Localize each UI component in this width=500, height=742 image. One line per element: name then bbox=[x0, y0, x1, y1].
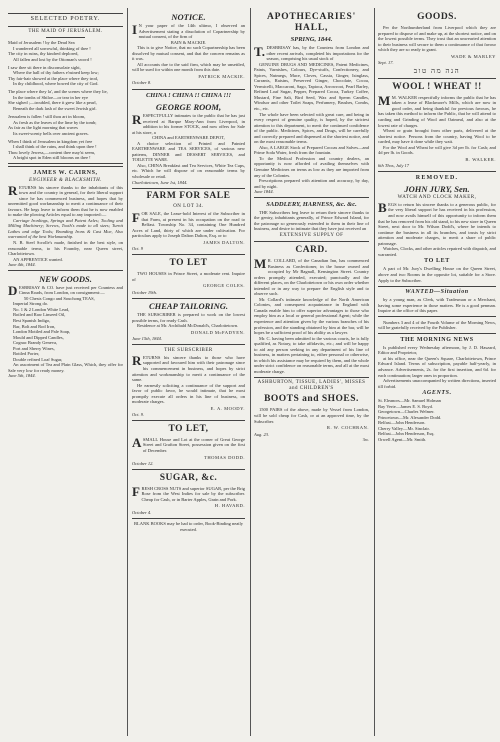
boots-heading: BOOTS and SHOES. bbox=[264, 394, 359, 405]
boots-body: 1500 PAIRS of the above, made by Vessel from London, will be sold cheap for Cash, or at an approved time, by the Subscriber. bbox=[254, 407, 369, 424]
china-body: ESPECTFULLY intimates to the public that he has just received at Barque Mary-Ann from Liverpool, in addition to his former STOCK, and now offers for Sale at his store, a bbox=[132, 113, 245, 135]
rule bbox=[378, 78, 496, 79]
list-item: Best Spanish Indigo, bbox=[13, 318, 51, 324]
wool-date: 6th Thos, July 17 bbox=[378, 163, 409, 169]
subscriber-date: Oct. 9. bbox=[132, 412, 145, 418]
removed-heading: REMOVED. bbox=[415, 174, 459, 181]
china-heading: CHINA ! CHINA !! CHINA !!! bbox=[145, 92, 232, 100]
agent-item: Cherry Valley—Mr. Sinclair. bbox=[378, 425, 430, 431]
column-divider bbox=[250, 8, 251, 736]
drop-cap: F bbox=[132, 209, 140, 225]
drop-cap: I bbox=[132, 21, 138, 37]
rule bbox=[378, 333, 496, 334]
goods-body: Per the Northumberland from Liverpool which they are prepared to dispose of and make up, at the shortest notice, and on the lowest possible terms. They trust that an unwearied attention to their business will secure to them a continuance of that favour which they are so ready to grant. bbox=[378, 25, 496, 53]
poem-line: I shall think of the ruins, and think upon thee ! bbox=[13, 144, 97, 150]
list-item: Bar, Bolt and Rod Iron, bbox=[13, 323, 56, 329]
boots-date: Aug. 23. bbox=[254, 431, 270, 437]
farm-heading: FARM FOR SALE bbox=[146, 191, 231, 202]
drop-cap: T. bbox=[254, 43, 265, 59]
rule bbox=[378, 286, 496, 287]
poem-line: The place where they la', and the scenes where they lie, bbox=[8, 89, 108, 95]
subscriber-body: He earnestly soliciting a continuance of the support and favor of public favor, he would intimate, that he most promptly execute all orders in his line of business, on moderate charges. bbox=[132, 382, 245, 405]
advert-body: ESBRISAY & CO. have just received per Countess and Cinna Roads, from London, on consignment:— bbox=[18, 284, 123, 296]
tailoring-date: June 15th, 1844. bbox=[132, 336, 162, 342]
poem-line: Maid of Jerusalem ! by the Dead Sea bbox=[8, 40, 75, 45]
drop-cap: B bbox=[378, 200, 387, 216]
wanted-note: Numbers 3 and 4 of the Fourth Volume of the Morning News, will be gratefully received by the Publisher. bbox=[378, 319, 496, 331]
wool-signature: B. WALKER. bbox=[465, 156, 496, 162]
to-let-heading: TO LET bbox=[169, 257, 208, 268]
subscriber-heading: THE SUBSCRIBER bbox=[164, 347, 213, 353]
advert-subtitle: ENGINEER & BLACKSMITH. bbox=[28, 177, 103, 183]
poem-line: I saw thee sit there in disconsolate sight, bbox=[8, 64, 81, 70]
wool-body: Wheat or grain brought from other parts, delivered at the shortest notice. Persons from the country, having Wool to be carded, may have it done while they wait. bbox=[378, 128, 496, 145]
rule bbox=[132, 518, 245, 519]
boots-signature: R. W. COCHRAN. bbox=[326, 425, 369, 431]
china-caps: CHINA and EARTHENWARE DEPOT, bbox=[152, 135, 225, 141]
advert-date: June 5th, 1844. bbox=[8, 373, 36, 379]
poem-line: In thy childhood, where bowed the city of God. bbox=[13, 81, 99, 87]
subscriber-signature: E. A. MOODY. bbox=[210, 405, 245, 411]
tailoring-heading: CHEAP TAILORING. bbox=[148, 301, 229, 312]
list-item: Boiled and Raw Linseed Oil, bbox=[13, 312, 66, 318]
poem-line: The city in ruins, thy kindred deplored, bbox=[8, 51, 79, 57]
poem-line: Thou lovely Jewess,—content thee may'st seem, bbox=[8, 149, 96, 155]
to-let-body: SMALL House and Lot at the corner of Great George Street and Grafton Street, possession given on the first of December. bbox=[142, 436, 245, 453]
notice-heading: NOTICE. bbox=[171, 12, 206, 22]
saddlery-caps: EXTENSIVE SUPPLY OF bbox=[279, 232, 344, 238]
poem-line: Its sweet-scenty bells over ancient graves. bbox=[13, 130, 89, 136]
to-let-signature: THOMAS DODD. bbox=[204, 454, 245, 460]
tailoring-note: Residence at Mr. Archibald McDonald's, Charlottetown. bbox=[137, 323, 239, 329]
farm-subheading: ON LOT 34. bbox=[173, 204, 204, 210]
apothecaries-caps: GENUINE DRUGS AND MEDICINES, Patent Medicines, Paints, Varnishes, Colours, Dye-stuffs, Confectionery, and Spices, Nutmegs, Mace, Cloves, Cassia, Ginger, Isinglass, Currants, Raisins, Preserved Ginger, Chocolate, Cocoa, Vermicelli, Maccaroni, Sago, Tapioca, Arrowroot, Pearl Barley, Refined Loaf Sugar, Pepper, Prepared Cocoa, Turkey Coffee, Mustard, Fine Salt, Bird Seed, Wax and Sperm Candles, Windsor and other Toilet Soaps, Perfumery, Brushes, Combs, etc., etc. bbox=[254, 61, 369, 112]
advert-note: N. B. Steel Scrolle's made, finished in the best style, on reasonable terms, to his Foundry, near Queen street, Charlottetown. bbox=[8, 240, 123, 257]
jury-heading: JOHN JURY, Sen. bbox=[404, 183, 470, 194]
morning-news-body: at his office, near the Queen's Square, Charlottetown, Prince Edward Island. Terms of subscription, payable half-yearly, in advance. Advertisements, 2s. for the first insertion, and 6d. for each continuation; larger ones in proportion. bbox=[378, 355, 496, 378]
drop-cap: R bbox=[132, 353, 142, 369]
rule bbox=[254, 197, 369, 198]
rule bbox=[132, 89, 245, 90]
poem-line: I wandered all sorrowful, thinking of thee ! bbox=[13, 45, 91, 51]
poem-line: Where the hall of thy fathers e'ruined keep low; bbox=[13, 70, 99, 76]
drop-cap: M bbox=[378, 93, 391, 109]
apothecaries-subheading: SPRING, 1844. bbox=[290, 36, 333, 43]
to-let-date: October 19th. bbox=[132, 289, 157, 295]
column-divider bbox=[374, 8, 375, 736]
rule bbox=[8, 26, 123, 27]
goods-heading: GOODS. bbox=[417, 12, 457, 22]
rule bbox=[8, 13, 123, 14]
advert-footer: An assortment of Tea and Plain Glass, Which, they offer for Sale very low for ready money. bbox=[8, 362, 123, 373]
jury-body: Watches, Clocks, and other articles repaired with dispatch, and warranted. bbox=[378, 246, 496, 257]
rule bbox=[132, 188, 245, 189]
section-heading: SELECTED POETRY. bbox=[30, 16, 101, 22]
notice-body: This is to give Notice, that no such Copartnership has been dissolved by mutual consent, and that the concern remains as it was. bbox=[132, 45, 245, 62]
tailoring-body: THE SUBSCRIBER is prepared to work on the lowest possible terms, for ready Cash. bbox=[132, 312, 245, 323]
agents-list bbox=[378, 398, 496, 442]
apothecaries-body: To the Medical Profession and country dealers, an opportunity is now afforded of availing themselves with Genuine Medicines on terms as low as they are imported from any of the Colonies. bbox=[254, 155, 369, 178]
rule bbox=[132, 469, 245, 470]
list-item: Bottled Porter, bbox=[13, 351, 40, 357]
list-item: Imperial Strong do. bbox=[13, 301, 49, 307]
rule bbox=[378, 316, 496, 317]
to-let-body: A part of Mr. Jury's Dwelling House on the Queen Street, above and two Rooms in the opposite lot, suitable for a Store. Apply to the Subscriber. bbox=[378, 266, 496, 283]
advert-body: ETURNS his sincere thanks to the inhabitants of this town and the country in general, for their liberal support since he has commenced business, and hopes that by unremitted good workmanship to merit a continuance of their favours. He begs leave to inform them that he is now enabled to make the plowing Articles equal to any imported:— bbox=[8, 184, 123, 218]
hebrew-line: הנה מה טוב bbox=[413, 66, 461, 75]
rule bbox=[8, 270, 123, 271]
advert-wanted: AN APPRENTICE wanted. bbox=[13, 256, 63, 262]
poem-line: As fair as the light morning that waves bbox=[8, 125, 78, 131]
rule bbox=[132, 344, 245, 345]
agent-item: Belfast—John Henderson, Esq. bbox=[378, 431, 435, 437]
column-divider bbox=[127, 8, 128, 736]
morning-news-body: Advertisements unaccompanied by written directions, inserted till forbid. bbox=[378, 378, 496, 389]
farm-signature: JAMES DALTON. bbox=[203, 239, 245, 245]
wool-heading: WOOL ! WHEAT !! bbox=[392, 81, 482, 92]
card-body: Mr. Collard's intimate knowledge of the North American Colonies, and consequent acquaintance in England with Canada enable him to offer superior advantages to those who employ him as a local or general professional Agent; while the experience and attention given by the various branches of his profession, and the standing obtained by him at the bar, will he hopes be a sufficient proof of his ability as a lawyer. bbox=[254, 296, 369, 336]
agent-item: Bay Verte—James E. S. Boyd. bbox=[378, 403, 434, 409]
advert-title: JAMES W. CAIRNS, bbox=[33, 169, 98, 176]
wool-body: M. WALKER respectfully informs the public that he has taken a lease of Blackmore's Mills, which are now in good order, and being thankful for previous favours, he has taken this method to inform the Public, that he will attend to carding and Grinding of Wool and Oatmeal, and also at the lowest rate of charges. bbox=[378, 94, 496, 128]
to-let-date: October 12. bbox=[132, 461, 154, 467]
notice-body: All accounts due to the said firm, which may be unsettled, will be sued for within one month from this date. bbox=[132, 61, 245, 73]
advert-date: June 4th, 1844. bbox=[8, 262, 36, 268]
to-let-heading: TO LET bbox=[424, 258, 450, 265]
saddlery-body: THE Subscribers beg leave to return their sincere thanks to the gentry, inhabitants generally, of Prince Edward Island, for the patronage so generously extended to them in their line of business, and desire to intimate that they have just received an bbox=[254, 209, 369, 232]
apothecaries-body: The whole have been selected with great care, and being in every respect of genuine quality, is hoped, by the strictest attention to this department, to merit the continued confidence of the public. Medicines, Spices, and Drugs, will be carefully and correctly prepared and dispensed at the shortest notice, and on the most reasonable terms. bbox=[254, 111, 369, 145]
boots-preheading: ASHBURTON, TISSUE, LADIES', MISSES and CHILDREN'S bbox=[257, 380, 366, 392]
tailoring-signature: DONALD McFADYEN. bbox=[190, 329, 245, 335]
list-item: Double refined Loaf Sugar, bbox=[13, 356, 63, 362]
to-let-heading: TO LET, bbox=[168, 423, 209, 434]
drop-cap: D bbox=[8, 283, 18, 299]
notice-signature: PATRICK MACKIE. bbox=[198, 73, 245, 79]
list-item: London Mottled and Pale Soap, bbox=[13, 329, 71, 335]
poem-line: Jerusalem is fallen ! still thou art in bloom, bbox=[8, 114, 86, 120]
goods-signature: WADE & MARLEY bbox=[450, 53, 496, 59]
wanted-heading: WANTED—Situation bbox=[405, 289, 469, 296]
to-let-signature: GEORGE COLES. bbox=[203, 283, 245, 289]
apothecaries-body: DESBRISAY has, by the Countess from London and other recent arrivals, completed his importations for the season, comprising his usual stock of bbox=[266, 45, 369, 62]
china-date: Charlottetown, June 1st, 1844. bbox=[132, 179, 188, 185]
advert-title: NEW GOODS. bbox=[39, 273, 92, 284]
card-body: Mr. C. having been admitted to the various courts, he is fully qualified, as Notary, to take affidavits, etc.; and will be happy to aid any person seeking in any department of his line of business, in matters pertaining to, either personal or otherwise, in which his assistance may be required by them, and the whole under strict confidence on reasonable terms, and all at the most moderate charge. bbox=[254, 335, 369, 374]
agent-item: Orwell Agent—Mr. Smith. bbox=[378, 436, 427, 442]
jury-body: EGS to return his sincere thanks to a generous public, for the very liberal support he has received in his profession, and now avails himself of this opportunity to inform them that he has removed from his old stand, to his new store in Queen Street, next door to Mr. Wilson Dodd's, where he intends to continue the business in all its branches, and trusts by strict attention and moderate charges, to merit a share of public patronage. bbox=[378, 201, 496, 246]
rule bbox=[254, 241, 369, 242]
apothecaries-heading: APOTHECARIES' HALL, bbox=[266, 12, 357, 33]
rule bbox=[378, 171, 496, 172]
short-rule bbox=[46, 37, 85, 38]
morning-news-heading: THE MORNING NEWS bbox=[400, 336, 474, 343]
poem-line: When I think of Jerusalem in kingdom yet free bbox=[8, 138, 93, 144]
double-rule bbox=[8, 163, 123, 167]
rule bbox=[132, 298, 245, 299]
list-item: Port and Sherry Wines, bbox=[13, 345, 55, 351]
china-body: A choice selection of Printed and Painted EARTHENWARE and TEA SERVICES, of various new patterns, DINNER and DESSERT SERVICES, and TOILETTE WARE. bbox=[132, 140, 245, 163]
agent-item: Belfast—John Henderson. bbox=[378, 420, 426, 426]
poem-line: Beneath the dark lash of the sweet Jewish girl. bbox=[13, 106, 97, 112]
boots-term: 3w. bbox=[362, 437, 369, 443]
to-let-body: TWO HOUSES in Prince Street, a moderate rent. Inquire of bbox=[132, 270, 245, 282]
column-4 bbox=[378, 10, 496, 736]
poem bbox=[8, 40, 123, 161]
drop-cap: F bbox=[132, 484, 140, 500]
apothecaries-date: June 1844. bbox=[254, 189, 274, 195]
notice-body: N your paper of the 14th ultimo, I observed an Advertisement stating a dissolution of Copartnership by mutual consent, of the firm of bbox=[138, 23, 245, 40]
agents-heading: AGENTS. bbox=[422, 390, 452, 397]
goods-date: Sept. 17. bbox=[378, 60, 394, 66]
column-1 bbox=[8, 10, 123, 736]
agent-item: Princetown—Mr. Alexander Dodd. bbox=[378, 414, 442, 420]
drop-cap: M bbox=[254, 256, 267, 272]
china-subheading: GEORGE ROOM, bbox=[155, 102, 222, 113]
farm-body: OR SALE, the Lease-hold Interest of the Subscriber in that Farm, at present in his occupation on the road to Belfast. Township No. 34, containing One Hundred Acres of Land, thirty of which are under cultivation. For particulars apply to Joseph Dalton Dalton, Esq. or to bbox=[132, 211, 245, 239]
rule bbox=[132, 254, 245, 255]
farm-date: Oct. 9 bbox=[132, 246, 143, 252]
goods-list bbox=[8, 296, 123, 363]
poem-line: In the tombs of Shiloe—or tear in her eye bbox=[13, 94, 88, 100]
sugar-date: October 4. bbox=[132, 509, 152, 515]
card-heading: CARD. bbox=[295, 244, 328, 255]
drop-cap: R bbox=[132, 111, 142, 127]
china-body: Also, CHINA Breakfast and Tea Services, White Tea Cups, etc. Which he will dispose of on reasonable terms by wholesale or retail. bbox=[132, 162, 245, 180]
subscriber-body: ETURNS his sincere thanks to those who have supported and favoured him with their patronage since his commencement in business, and hopes by strict attention and workmanship to merit a continuance of the same. bbox=[132, 354, 245, 383]
agent-item: Georgetown—Charles Welmer. bbox=[378, 409, 435, 415]
card-body: R. COLLARD, of the Canadian Inn, has commenced Business as Confectioner, in the house owned and occupied by Mr Bagnall, Kensington Street. Country orders promptly attended, executed; punctually and the different places, on the Charlottetown or his own order whether intended or in any way to prepare the English style and to observe such. bbox=[254, 257, 369, 297]
morning-news-body: Is published every Wednesday afternoon, by J. D. Haszard, Editor and Proprietor, bbox=[378, 344, 496, 356]
poem-title: THE MAID OF JERUSALEM. bbox=[28, 29, 103, 34]
list-item: Mould and Dipped Candles, bbox=[13, 334, 64, 340]
sugar-body: RESH CROSS NUTS and superior SUGAR, per the Brig Rose from the West Indies for sale by the subscriber. Cheap for Cash, or in Barter Apples, Grain and Pork. bbox=[141, 485, 245, 502]
sugar-heading: SUGAR, &c. bbox=[159, 472, 218, 483]
poem-line: All fallen and lost by the Ottoman's sword ! bbox=[13, 56, 92, 62]
agent-item: St. Eleanors—Mr. Samuel Holman bbox=[378, 398, 441, 404]
notice-firm: BAIN & MACKIE. bbox=[170, 39, 207, 45]
wanted-body: by a young man, as Clerk, with Tradesman or a Merchant, having some experience in those matters. He is a good penman. Inquire at the office of this paper. bbox=[378, 297, 496, 314]
list-item: 50 Chests Congo and Souchong TEAS, bbox=[23, 295, 95, 301]
poem-line: Thy fair-hair showed at the place where they trod, bbox=[8, 75, 98, 81]
drop-cap: A bbox=[132, 435, 142, 451]
apothecaries-body: Also, A LARGE Stock of Prepared Cocoas and Salves—and Prime Soda Water, fresh from the fountain. bbox=[254, 144, 369, 156]
poem-line: A bright spot in Eden still blooms on thee ! bbox=[13, 155, 91, 161]
list-item: No. 1 & 2 London White Lead, bbox=[13, 306, 70, 312]
blank-books-notice: BLANK BOOKS may be had to order, Book-Binding neatly executed. bbox=[134, 521, 243, 532]
notice-date: October 8. bbox=[132, 80, 152, 86]
poem-line: She sighed ;—troubled, there it grew like a pearl, bbox=[8, 100, 97, 106]
drop-cap: R bbox=[8, 183, 18, 199]
sugar-signature: H. HAVARD. bbox=[214, 503, 245, 509]
rule bbox=[132, 420, 245, 421]
rule bbox=[254, 377, 369, 378]
jury-subheading: WATCH AND CLOCK MAKER, bbox=[397, 194, 477, 200]
poem-line: As fresh as the leaves of the lime by the tomb; bbox=[13, 119, 97, 125]
column-2 bbox=[132, 10, 245, 736]
apothecaries-body: Prescriptions prepared with attention and accuracy, by day, and by night. bbox=[254, 178, 369, 189]
column-3 bbox=[254, 10, 369, 736]
advert-items: Carriage Ironlings, Springs and Patent Axles; Tooling and Milling Machinery; Screws, Tooth's made to all sizes; Turnit Lathes and edge Tools; Branding Irons & Cast Moe, Also warranted of the best Workmanship. bbox=[8, 217, 123, 240]
saddlery-heading: SADDLERY, HARNESS, &c. &c. bbox=[266, 200, 357, 208]
list-item: Cognac Brandy Geneva, bbox=[13, 340, 58, 346]
wool-body: For the Wool and Wheat he will give 3d per lb. for Cash; and 4d per lb. in Goods. bbox=[378, 144, 496, 156]
